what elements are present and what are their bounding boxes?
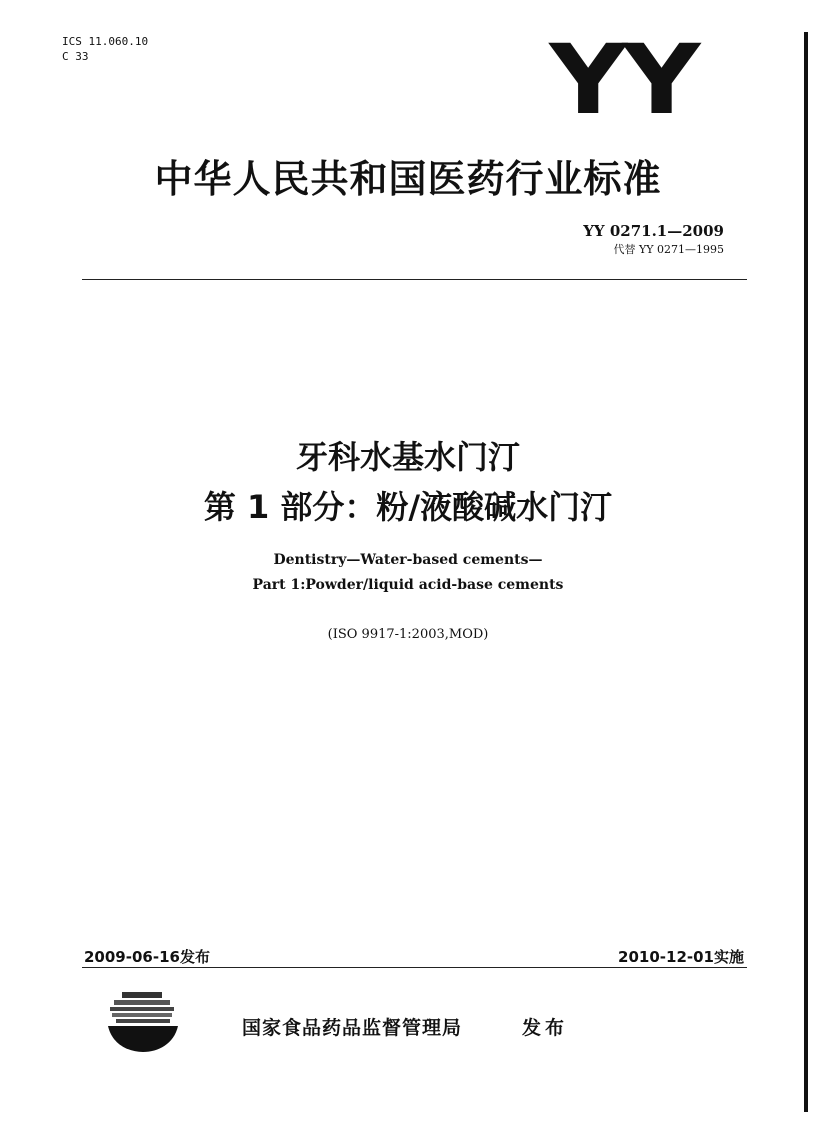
top-divider [82,279,747,280]
emblem-icon [104,988,182,1054]
bottom-divider [82,967,747,968]
issue-date: 2009-06-16发布 [84,948,210,966]
iso-reference: (ISO 9917-1:2003,MOD) [327,627,489,642]
issue-label: 发布 [522,1017,569,1039]
implementation-date: 2010-12-01实施 [618,948,744,966]
ics-code: ICS 11.060.10 [62,35,149,48]
english-title-line-2: Part 1:Powder/liquid acid-base cements [252,577,564,593]
standard-title: 中华人民共和国医药行业标准 [154,157,662,201]
scan-edge-line [804,32,808,1112]
replaces-note: 代替 YY 0271—1995 [613,243,724,256]
chinese-title-line-2: 第 1 部分：粉/液酸碱水门汀 [203,488,613,526]
standard-mark: YY [549,24,696,136]
english-title-line-1: Dentistry—Water-based cements— [273,552,543,568]
ccs-code: C 33 [62,50,89,63]
issuing-authority: 国家食品药品监督管理局 [242,1017,463,1039]
standard-number: YY 0271.1—2009 [583,222,724,240]
chinese-title-line-1: 牙科水基水门汀 [295,438,520,476]
